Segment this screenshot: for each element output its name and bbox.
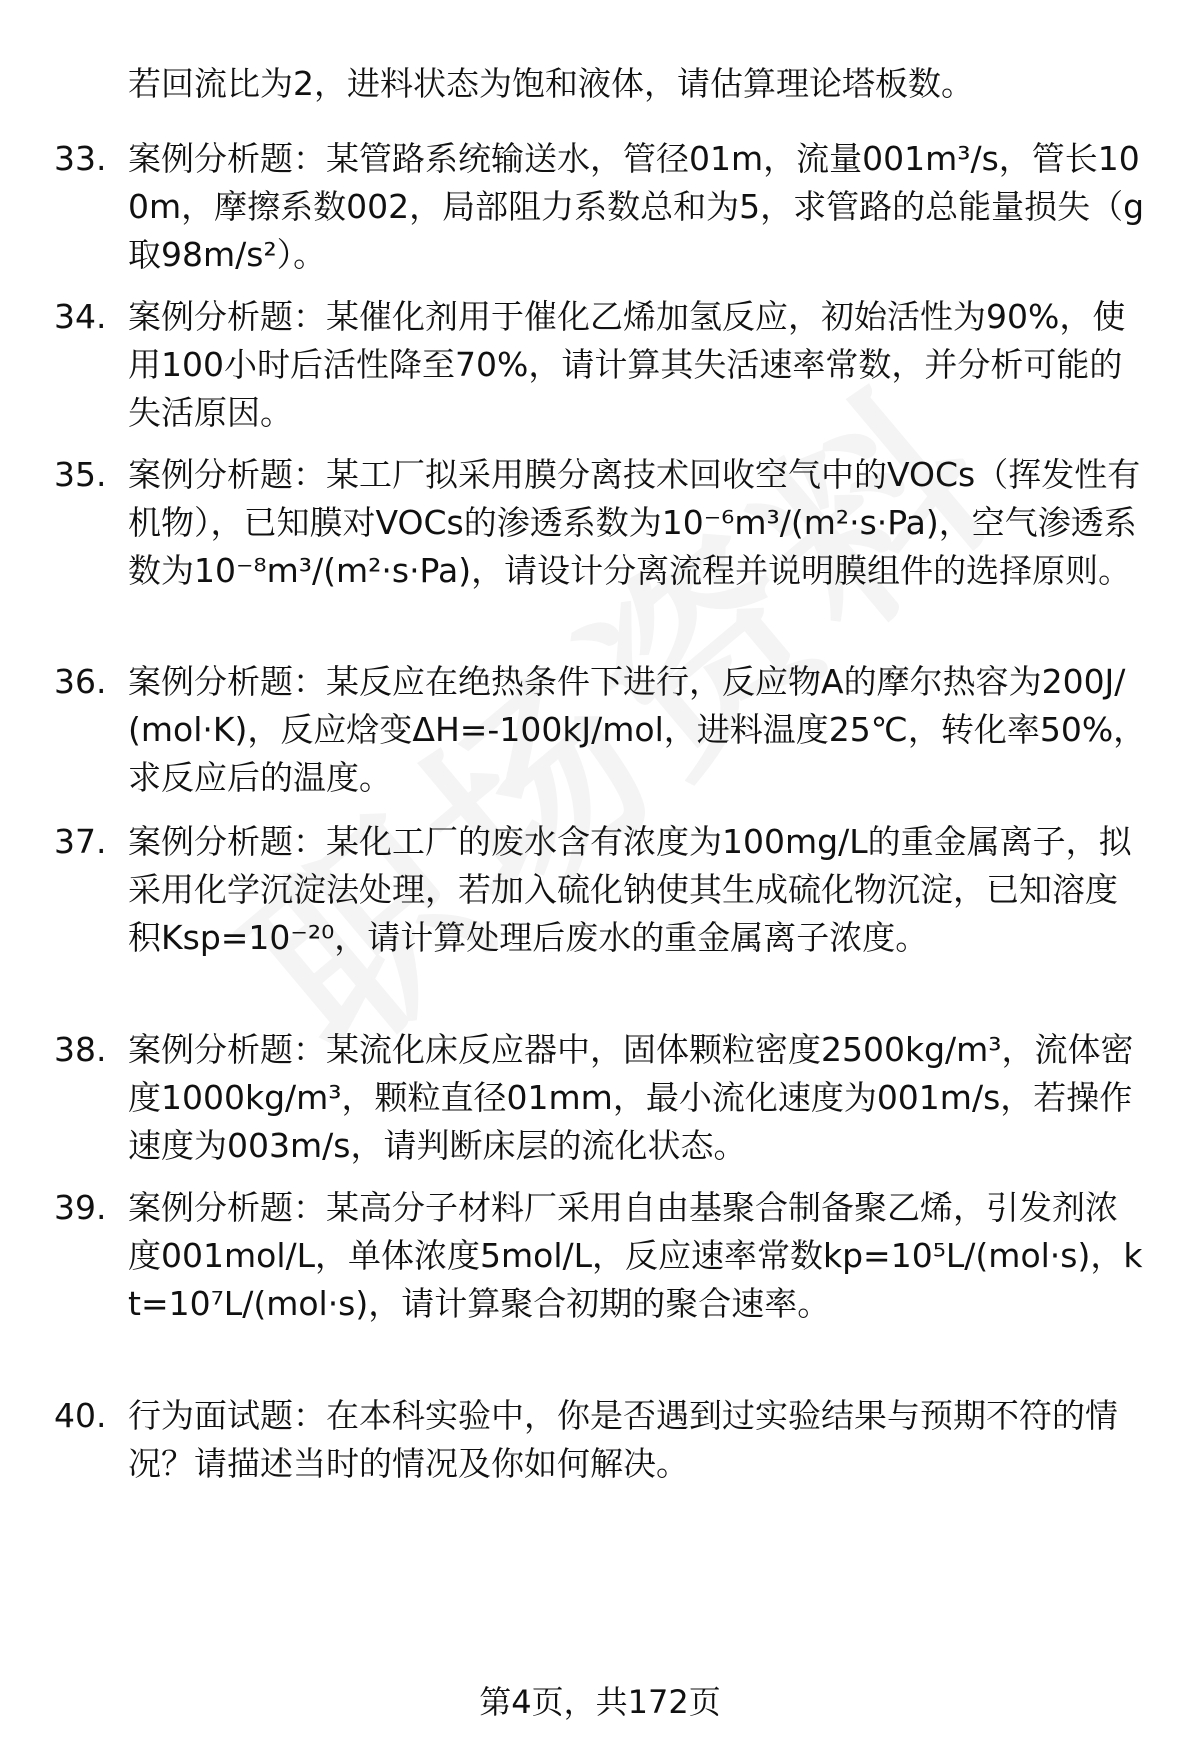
question-text: 行为面试题：在本科实验中，你是否遇到过实验结果与预期不符的情况？请描述当时的情况及你如何解决。 — [128, 1396, 1118, 1483]
question-number: 38. — [54, 1030, 107, 1069]
page-footer: 第4页，共172页 — [479, 1683, 721, 1721]
question-text: 案例分析题：某催化剂用于催化乙烯加氢反应，初始活性为90%，使用100小时后活性降至70%，请计算其失活速率常数，并分析可能的失活原因。 — [128, 297, 1126, 432]
question-text: 案例分析题：某反应在绝热条件下进行，反应物A的摩尔热容为200J/(mol·K)，反应焓变ΔH=-100kJ/mol，进料温度25℃，转化率50%，求反应后的温度。 — [128, 662, 1147, 797]
question-text: 案例分析题：某管路系统输送水，管径01m，流量001m³/s，管长100m，摩擦系数002，局部阻力系数总和为5，求管路的总能量损失（g取98m/s²）。 — [128, 139, 1145, 274]
question-number: 34. — [54, 297, 107, 336]
question-number: 36. — [54, 662, 107, 701]
question-text: 案例分析题：某工厂拟采用膜分离技术回收空气中的VOCs（挥发性有机物），已知膜对VOCs的渗透系数为10⁻⁶m³/(m²·s·Pa)，空气渗透系数为10⁻⁸m³/(m²·s·Pa)，请设计分离流程并说明膜组件的选择原则。 — [128, 455, 1141, 590]
question-number: 35. — [54, 455, 107, 494]
question-number: 33. — [54, 139, 107, 178]
intro-paragraph: 若回流比为2，进料状态为饱和液体，请估算理论塔板数。 — [128, 64, 974, 103]
question-text: 案例分析题：某高分子材料厂采用自由基聚合制备聚乙烯，引发剂浓度001mol/L，单体浓度5mol/L，反应速率常数kp=10⁵L/(mol·s)，kt=10⁷L/(mol·s)，请计算聚合初期的聚合速率。 — [128, 1188, 1143, 1323]
question-number: 40. — [54, 1396, 107, 1435]
question-text: 案例分析题：某流化床反应器中，固体颗粒密度2500kg/m³，流体密度1000kg/m³，颗粒直径01mm，最小流化速度为001m/s，若操作速度为003m/s，请判断床层的流化状态。 — [128, 1030, 1134, 1165]
question-number: 39. — [54, 1188, 107, 1227]
question-number: 37. — [54, 822, 107, 861]
question-text: 案例分析题：某化工厂的废水含有浓度为100mg/L的重金属离子，拟采用化学沉淀法处理，若加入硫化钠使其生成硫化物沉淀，已知溶度积Ksp=10⁻²⁰，请计算处理后废水的重金属离子浓度。 — [128, 822, 1132, 957]
